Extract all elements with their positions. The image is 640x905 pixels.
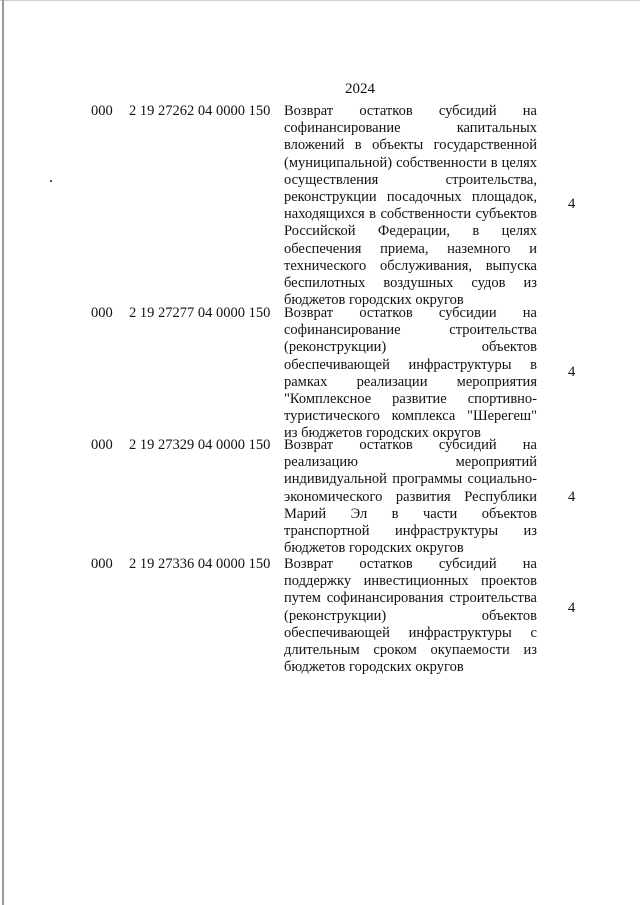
- admin-code: 000: [91, 556, 113, 572]
- distribution-norm: 4: [568, 489, 576, 505]
- description-line: туристического комплекса "Шерегеш": [284, 408, 537, 425]
- description-line: бюджетов городских округов: [284, 540, 464, 557]
- page-number: 2024: [345, 81, 375, 97]
- description-line: (реконструкции) объектов: [284, 607, 537, 624]
- scan-top-edge: [0, 0, 640, 1]
- description-line: реконструкции посадочных площадок,: [284, 189, 537, 206]
- scan-left-edge: [2, 0, 4, 905]
- income-description: [284, 103, 537, 309]
- admin-code: 000: [91, 437, 113, 453]
- description-line: индивидуальной программы социально-: [284, 471, 537, 488]
- description-line: рамках реализации мероприятия: [284, 373, 537, 390]
- description-line: поддержку инвестиционных проектов: [284, 573, 537, 590]
- description-line: беспилотных воздушных судов из: [284, 275, 537, 292]
- description-line: Возврат остатков субсидий на: [284, 103, 537, 119]
- budget-classification-code: 2 19 27262 04 0000 150: [129, 103, 271, 119]
- income-description: [284, 556, 537, 676]
- budget-classification-code: 2 19 27277 04 0000 150: [129, 305, 271, 321]
- description-line: находящихся в собственности субъектов: [284, 206, 537, 223]
- description-line: Возврат остатков субсидий на: [284, 556, 537, 572]
- description-line: вложений в объекты государственной: [284, 137, 537, 154]
- description-line: длительным сроком окупаемости из: [284, 642, 537, 659]
- description-line: из бюджетов городских округов: [284, 425, 481, 442]
- description-line: обеспечивающей инфраструктуры с: [284, 624, 537, 641]
- description-line: обеспечения приема, наземного и: [284, 240, 537, 257]
- description-line: Возврат остатков субсидии на: [284, 305, 537, 321]
- budget-classification-code: 2 19 27336 04 0000 150: [129, 556, 271, 572]
- admin-code: 000: [91, 305, 113, 321]
- description-line: транспортной инфраструктуры из: [284, 523, 537, 540]
- description-line: реализацию мероприятий: [284, 454, 537, 471]
- distribution-norm: 4: [568, 196, 576, 212]
- distribution-norm: 4: [568, 600, 576, 616]
- income-description: [284, 305, 537, 443]
- scan-speck: [50, 180, 52, 182]
- description-line: "Комплексное развитие спортивно-: [284, 391, 537, 408]
- description-line: бюджетов городских округов: [284, 292, 464, 309]
- description-line: Возврат остатков субсидий на: [284, 437, 537, 453]
- description-line: путем софинансирования строительства: [284, 590, 537, 607]
- description-line: (реконструкции) объектов: [284, 339, 537, 356]
- budget-classification-code: 2 19 27329 04 0000 150: [129, 437, 271, 453]
- income-description: [284, 437, 537, 557]
- description-line: обеспечивающей инфраструктуры в: [284, 356, 537, 373]
- description-line: экономического развития Республики: [284, 488, 537, 505]
- description-line: бюджетов городских округов: [284, 659, 464, 676]
- description-line: софинансирование строительства: [284, 322, 537, 339]
- description-line: софинансирование капитальных: [284, 120, 537, 137]
- description-line: (муниципальной) собственности в целях: [284, 154, 537, 171]
- description-line: Российской Федерации, в целях: [284, 223, 537, 240]
- description-line: Марий Эл в части объектов: [284, 505, 537, 522]
- distribution-norm: 4: [568, 364, 576, 380]
- admin-code: 000: [91, 103, 113, 119]
- description-line: осуществления строительства,: [284, 171, 537, 188]
- description-line: технического обслуживания, выпуска: [284, 257, 537, 274]
